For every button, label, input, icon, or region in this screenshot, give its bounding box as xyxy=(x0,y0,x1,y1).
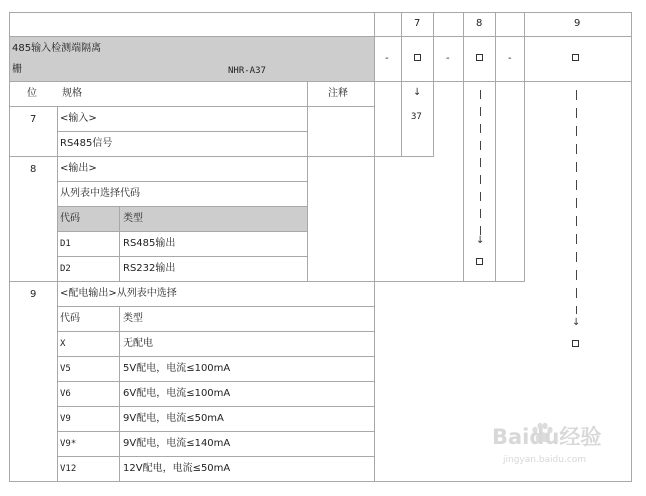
col-note-label: 注释 xyxy=(328,88,348,99)
code-box-9-result xyxy=(572,340,579,347)
dash-sep-1: - xyxy=(385,53,389,64)
product-title-cont: 栅 xyxy=(12,64,22,75)
table-row-type: RS485输出 xyxy=(123,238,176,249)
section-8-number: 8 xyxy=(30,164,37,175)
code-box-8-result xyxy=(476,258,483,265)
table-row-code: V5 xyxy=(60,364,71,374)
code-box-7 xyxy=(414,54,421,61)
section-7-item: RS485信号 xyxy=(60,138,113,149)
watermark-brand: Baidu经验 xyxy=(492,425,602,449)
section-9-col-code: 代码 xyxy=(60,313,80,324)
table-row-code: V9* xyxy=(60,439,77,449)
model-number: NHR-A37 xyxy=(228,66,266,76)
table-row-type: 12V配电，电流≤50mA xyxy=(123,463,231,474)
code-box-8 xyxy=(476,54,483,61)
col-header-8: 8 xyxy=(476,18,483,29)
table-row-type: 9V配电，电流≤140mA xyxy=(123,438,231,449)
section-9-number: 9 xyxy=(30,289,37,300)
arrow-down-icon: ↓ xyxy=(413,87,422,98)
arrow-down-icon: ↓ xyxy=(476,235,485,246)
input-code-37: 37 xyxy=(411,112,422,122)
section-8-title: <输出> xyxy=(60,163,97,174)
section-9-title: <配电输出>从列表中选择 xyxy=(60,288,177,299)
table-row-code: V12 xyxy=(60,464,77,474)
table-row-code: D1 xyxy=(60,239,71,249)
col-header-9: 9 xyxy=(574,18,581,29)
section-7-number: 7 xyxy=(30,114,37,125)
section-8-col-type: 类型 xyxy=(123,213,143,224)
section-8-col-code: 代码 xyxy=(60,213,80,224)
table-row-code: V6 xyxy=(60,389,71,399)
table-row-type: 9V配电，电流≤50mA xyxy=(123,413,224,424)
table-row-code: V9 xyxy=(60,414,71,424)
dash-sep-2: - xyxy=(446,53,450,64)
table-row-code: D2 xyxy=(60,264,71,274)
watermark-url: jingyan.baidu.com xyxy=(503,455,587,465)
col-header-7: 7 xyxy=(414,18,421,29)
section-7-title: <输入> xyxy=(60,113,97,124)
output-code-header-bg xyxy=(57,207,307,232)
product-title: 485输入检测端隔离 xyxy=(12,43,102,54)
table-row-code: X xyxy=(60,339,66,349)
table-row-type: 5V配电，电流≤100mA xyxy=(123,363,231,374)
code-box-9 xyxy=(572,54,579,61)
col-pos-label: 位 xyxy=(27,88,37,99)
section-9-col-type: 类型 xyxy=(123,313,143,324)
table-row-type: 6V配电，电流≤100mA xyxy=(123,388,231,399)
arrow-down-icon: ↓ xyxy=(572,317,581,328)
col-spec-label: 规格 xyxy=(62,88,82,99)
section-8-subtitle: 从列表中选择代码 xyxy=(60,188,140,199)
table-row-type: 无配电 xyxy=(123,338,153,349)
table-row-type: RS232输出 xyxy=(123,263,176,274)
dash-sep-3: - xyxy=(508,53,512,64)
